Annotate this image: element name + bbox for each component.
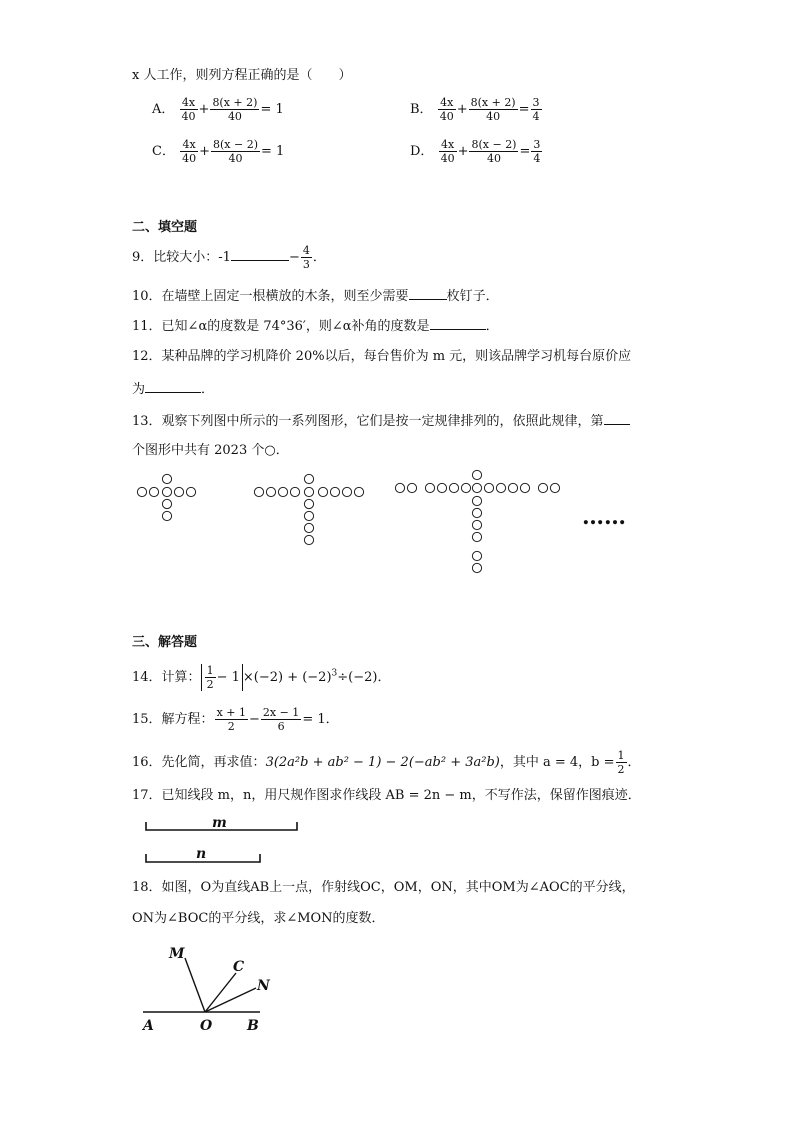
fraction: $\frac{4x}{40}$ — [439, 96, 454, 123]
fraction: $\frac{1}{2}$ — [617, 749, 625, 776]
q8-option-b: B． $\frac{4x}{40}$ + $\frac{8(x + 2)}{40}$ = $\frac{3}{4}$ — [410, 96, 540, 123]
question-9: 9．比较大小：-1 − $\frac{4}{3}$ ． — [132, 244, 326, 271]
segments-m-n-figure — [140, 812, 310, 868]
section-title-answer: 三、解答题 — [132, 635, 198, 650]
answer-blank[interactable] — [231, 248, 289, 261]
fraction: $\frac{3}{4}$ — [532, 96, 540, 123]
q8-option-a: A． $\frac{4x}{40}$ + $\frac{8(x + 2)}{40}$ = 1 — [152, 96, 284, 123]
question-18-line2: ON为∠BOC的平分线，求∠MON的度数． — [132, 911, 385, 926]
fraction: $\frac{1}{2}$ — [206, 664, 214, 691]
question-18-line1: 18．如图，O为直线AB上一点，作射线OC，OM，ON，其中OM为∠AOC的平分线， — [132, 880, 635, 895]
fraction: $\frac{2x - 1}{6}$ — [262, 706, 300, 733]
pattern-figure-3 — [395, 470, 559, 572]
question-12-line2: 为 ． — [132, 382, 215, 397]
segment-n-label: n — [196, 846, 207, 862]
label-a: A — [143, 1018, 154, 1034]
option-label: A． — [152, 102, 175, 117]
segment-m-label: m — [212, 815, 227, 831]
option-label: B． — [410, 102, 433, 117]
question-13-line1: 13．观察下列图中所示的一系列图形，它们是按一定规律排列的，依照此规律，第 — [132, 412, 630, 430]
ellipsis: …… — [582, 504, 626, 530]
label-c: C — [233, 959, 245, 975]
circle-pattern-figure — [130, 468, 670, 580]
answer-blank[interactable] — [430, 317, 486, 330]
pattern-figure-1 — [137, 474, 195, 520]
q8-option-c: C． $\frac{4x}{40}$ + $\frac{8(x - 2)}{40}$ = 1 — [152, 138, 285, 165]
fraction: $\frac{4x}{40}$ — [440, 138, 455, 165]
label-o: O — [200, 1018, 213, 1034]
option-label: D． — [410, 144, 434, 159]
fraction: $\frac{8(x + 2)}{40}$ — [212, 96, 258, 123]
question-11: 11．已知∠α的度数是 74°36′，则∠α补角的度数是 ． — [132, 319, 499, 334]
fraction: $\frac{8(x - 2)}{40}$ — [471, 138, 517, 165]
question-12-line1: 12．某种品牌的学习机降价 20%以后，每台售价为 m 元，则该品牌学习机每台原价应 — [132, 349, 632, 364]
fraction: $\frac{8(x - 2)}{40}$ — [213, 138, 258, 165]
question-17: 17．已知线段 m，n，用尺规作图求作线段 AB = 2n − m，不写作法，保留作图痕迹． — [132, 788, 641, 803]
fraction: $\frac{4x}{40}$ — [181, 96, 196, 123]
ray-om — [185, 958, 205, 1012]
pattern-figure-2 — [254, 474, 363, 544]
answer-blank[interactable] — [604, 412, 630, 425]
q8-stem: x 人工作，则列方程正确的是（ ） — [132, 68, 352, 83]
section-title-fill-in: 二、填空题 — [132, 220, 198, 235]
fraction: $\frac{3}{4}$ — [533, 138, 541, 165]
answer-blank[interactable] — [409, 287, 447, 300]
question-10: 10．在墙壁上固定一根横放的木条，则至少需要 枚钉子． — [132, 289, 499, 304]
option-label: C． — [152, 144, 175, 159]
angle-figure — [135, 940, 285, 1035]
fraction: $\frac{4x}{40}$ — [182, 138, 197, 165]
fraction: $\frac{4}{3}$ — [302, 244, 310, 271]
question-14: 14．计算： $\frac{1}{2}$ − $1 \times(-2) + (-2)^3\div(-2)$． — [132, 664, 391, 691]
fraction: $\frac{8(x + 2)}{40}$ — [470, 96, 516, 123]
ray-oc — [205, 973, 236, 1012]
question-16: 16．先化简，再求值：3(2a²b + ab² − 1) − 2(−ab² + 3a²b)，其中 a = 4，b = $\frac{1}{2}$ ． — [132, 749, 641, 776]
label-b: B — [247, 1018, 259, 1034]
question-13-line2: 个图形中共有 2023 个○． — [132, 443, 289, 458]
label-n: N — [257, 978, 270, 994]
fraction: $\frac{x + 1}{2}$ — [216, 706, 246, 733]
answer-blank[interactable] — [145, 380, 201, 393]
q8-option-d: D． $\frac{4x}{40}$ + $\frac{8(x - 2)}{40}$ = $\frac{3}{4}$ — [410, 138, 541, 165]
ray-on — [205, 988, 256, 1012]
absolute-value: $\frac{1}{2}$ − 1 — [201, 664, 243, 691]
label-m: M — [169, 946, 185, 962]
question-15: 15．解方程： $\frac{x + 1}{2}$ − $\frac{2x - 1}{6}$ = 1． — [132, 706, 339, 733]
